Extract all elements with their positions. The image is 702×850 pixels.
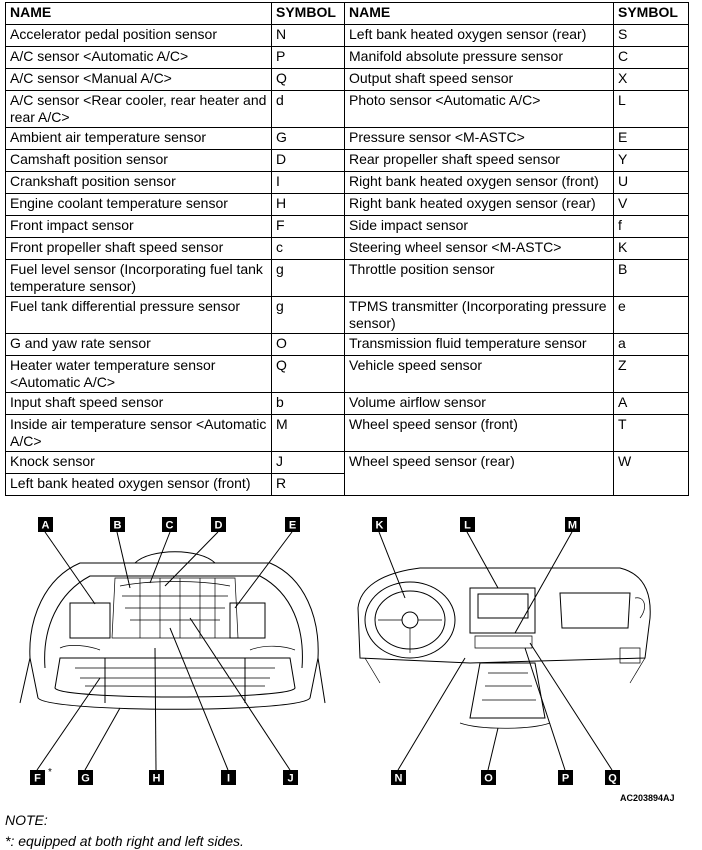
sensor-name-cell: Fuel level sensor (Incorporating fuel tank temperature sensor) (6, 260, 272, 297)
table-body (6, 25, 689, 496)
sensor-location-diagram (0, 508, 702, 793)
sensor-symbol-cell: D (272, 150, 345, 172)
table-row (6, 260, 689, 297)
sensor-name-cell: Volume airflow sensor (345, 393, 614, 415)
callout-p (558, 770, 573, 785)
table-row (6, 415, 689, 452)
table-row (6, 334, 689, 356)
sensor-symbol-cell: Y (614, 150, 689, 172)
sensor-name-cell: Inside air temperature sensor <Automatic A/C> (6, 415, 272, 452)
figure-id: AC203894AJ (620, 793, 675, 803)
callout-b (110, 517, 125, 532)
sensor-symbol-cell: G (272, 128, 345, 150)
table-row (6, 172, 689, 194)
svg-text:A: A (41, 519, 50, 532)
sensor-name-cell: Crankshaft position sensor (6, 172, 272, 194)
sensor-name-cell: Front impact sensor (6, 216, 272, 238)
sensor-name-cell: Rear propeller shaft speed sensor (345, 150, 614, 172)
sensor-symbol-cell: T (614, 415, 689, 452)
callout-j (283, 770, 298, 785)
sensor-symbol-cell: E (614, 128, 689, 150)
sensor-name-cell: Wheel speed sensor (rear) (345, 452, 614, 474)
svg-text:N: N (394, 772, 403, 785)
callout-k (372, 517, 387, 532)
sensor-name-cell: Left bank heated oxygen sensor (front) (6, 474, 272, 496)
svg-text:P: P (561, 772, 570, 785)
sensor-symbol-cell: L (614, 91, 689, 128)
sensor-name-cell (345, 474, 614, 496)
sensor-symbol-cell: M (272, 415, 345, 452)
sensor-name-cell: Accelerator pedal position sensor (6, 25, 272, 47)
table-row (6, 91, 689, 128)
sensor-name-cell: Steering wheel sensor <M-ASTC> (345, 238, 614, 260)
table-row (6, 452, 689, 474)
sensor-name-cell: A/C sensor <Manual A/C> (6, 69, 272, 91)
note-text: *: equipped at both right and left sides. (5, 833, 244, 849)
sensor-symbol-cell: c (272, 238, 345, 260)
svg-text:D: D (214, 519, 223, 532)
table-row (6, 297, 689, 334)
engine-bay-illustration (20, 552, 325, 710)
sensor-symbol-cell: F (272, 216, 345, 238)
sensor-symbol-cell: S (614, 25, 689, 47)
sensor-name-cell: Right bank heated oxygen sensor (front) (345, 172, 614, 194)
sensor-name-cell: Camshaft position sensor (6, 150, 272, 172)
table-row (6, 47, 689, 69)
callout-l (460, 517, 475, 532)
sensor-name-cell: A/C sensor <Rear cooler, rear heater and rear A/C> (6, 91, 272, 128)
svg-text:E: E (288, 519, 297, 532)
callout-f (30, 767, 52, 785)
callout-g (78, 770, 93, 785)
sensor-name-cell: Pressure sensor <M-ASTC> (345, 128, 614, 150)
sensor-symbol-cell: U (614, 172, 689, 194)
sensor-symbol-cell: V (614, 194, 689, 216)
sensor-symbol-cell: P (272, 47, 345, 69)
svg-text:H: H (152, 772, 161, 785)
table-row (6, 393, 689, 415)
sensor-symbol-cell: I (272, 172, 345, 194)
svg-text:Q: Q (608, 772, 617, 785)
sensor-symbol-cell: J (272, 452, 345, 474)
svg-text:I: I (226, 772, 231, 785)
dashboard-illustration (358, 568, 650, 728)
sensor-symbol-cell: A (614, 393, 689, 415)
svg-text:M: M (567, 519, 578, 532)
sensor-name-cell: Input shaft speed sensor (6, 393, 272, 415)
sensor-name-cell: Vehicle speed sensor (345, 356, 614, 393)
table-row (6, 150, 689, 172)
callout-h (149, 770, 164, 785)
sensor-name-cell: Manifold absolute pressure sensor (345, 47, 614, 69)
sensor-symbol-cell: Q (272, 69, 345, 91)
header-name-right: NAME (345, 3, 614, 25)
sensor-symbol-cell: X (614, 69, 689, 91)
sensor-name-cell: Knock sensor (6, 452, 272, 474)
svg-text:G: G (81, 772, 90, 785)
svg-text:J: J (287, 772, 294, 785)
sensor-name-cell: Transmission fluid temperature sensor (345, 334, 614, 356)
sensor-name-cell: Right bank heated oxygen sensor (rear) (345, 194, 614, 216)
callout-f-asterisk: * (48, 767, 52, 778)
table-row (6, 356, 689, 393)
sensor-table (5, 2, 689, 496)
sensor-symbol-cell: f (614, 216, 689, 238)
sensor-symbol-cell: a (614, 334, 689, 356)
callout-m (565, 517, 580, 532)
sensor-name-cell: Heater water temperature sensor <Automatic A/C> (6, 356, 272, 393)
callout-e (285, 517, 300, 532)
svg-text:C: C (165, 519, 174, 532)
sensor-symbol-cell: W (614, 452, 689, 474)
sensor-symbol-cell: b (272, 393, 345, 415)
header-name-left: NAME (6, 3, 272, 25)
sensor-name-cell: Side impact sensor (345, 216, 614, 238)
sensor-name-cell: Left bank heated oxygen sensor (rear) (345, 25, 614, 47)
table-row (6, 474, 689, 496)
header-symbol-right: SYMBOL (614, 3, 689, 25)
table-row (6, 194, 689, 216)
svg-text:K: K (375, 519, 384, 532)
table-header-row (6, 3, 689, 25)
table-row (6, 69, 689, 91)
sensor-name-cell: Photo sensor <Automatic A/C> (345, 91, 614, 128)
header-symbol-left: SYMBOL (272, 3, 345, 25)
callout-d (211, 517, 226, 532)
table-row (6, 238, 689, 260)
sensor-name-cell: Output shaft speed sensor (345, 69, 614, 91)
sensor-symbol-cell: C (614, 47, 689, 69)
sensor-symbol-cell: O (272, 334, 345, 356)
sensor-symbol-cell: Z (614, 356, 689, 393)
table-row (6, 128, 689, 150)
sensor-name-cell: A/C sensor <Automatic A/C> (6, 47, 272, 69)
table-row (6, 216, 689, 238)
sensor-symbol-cell: g (272, 297, 345, 334)
sensor-symbol-cell: N (272, 25, 345, 47)
svg-text:B: B (113, 519, 122, 532)
svg-text:L: L (464, 519, 471, 532)
sensor-name-cell: Throttle position sensor (345, 260, 614, 297)
callout-i (221, 770, 236, 785)
sensor-symbol-cell: e (614, 297, 689, 334)
sensor-symbol-cell: d (272, 91, 345, 128)
note-title: NOTE: (5, 812, 48, 828)
sensor-symbol-cell: g (272, 260, 345, 297)
sensor-name-cell: Front propeller shaft speed sensor (6, 238, 272, 260)
sensor-symbol-cell: B (614, 260, 689, 297)
sensor-symbol-cell (614, 474, 689, 496)
svg-text:O: O (484, 772, 493, 785)
callout-o (481, 770, 496, 785)
sensor-symbol-cell: K (614, 238, 689, 260)
sensor-symbol-cell: Q (272, 356, 345, 393)
callout-a (38, 517, 53, 532)
sensor-name-cell: G and yaw rate sensor (6, 334, 272, 356)
sensor-symbol-cell: R (272, 474, 345, 496)
callout-q (605, 770, 620, 785)
table-row (6, 25, 689, 47)
callout-c (162, 517, 177, 532)
sensor-name-cell: Engine coolant temperature sensor (6, 194, 272, 216)
svg-text:F: F (34, 772, 41, 785)
sensor-name-cell: Fuel tank differential pressure sensor (6, 297, 272, 334)
sensor-name-cell: Ambient air temperature sensor (6, 128, 272, 150)
sensor-symbol-cell: H (272, 194, 345, 216)
sensor-name-cell: TPMS transmitter (Incorporating pressure sensor) (345, 297, 614, 334)
callout-n (391, 770, 406, 785)
sensor-name-cell: Wheel speed sensor (front) (345, 415, 614, 452)
